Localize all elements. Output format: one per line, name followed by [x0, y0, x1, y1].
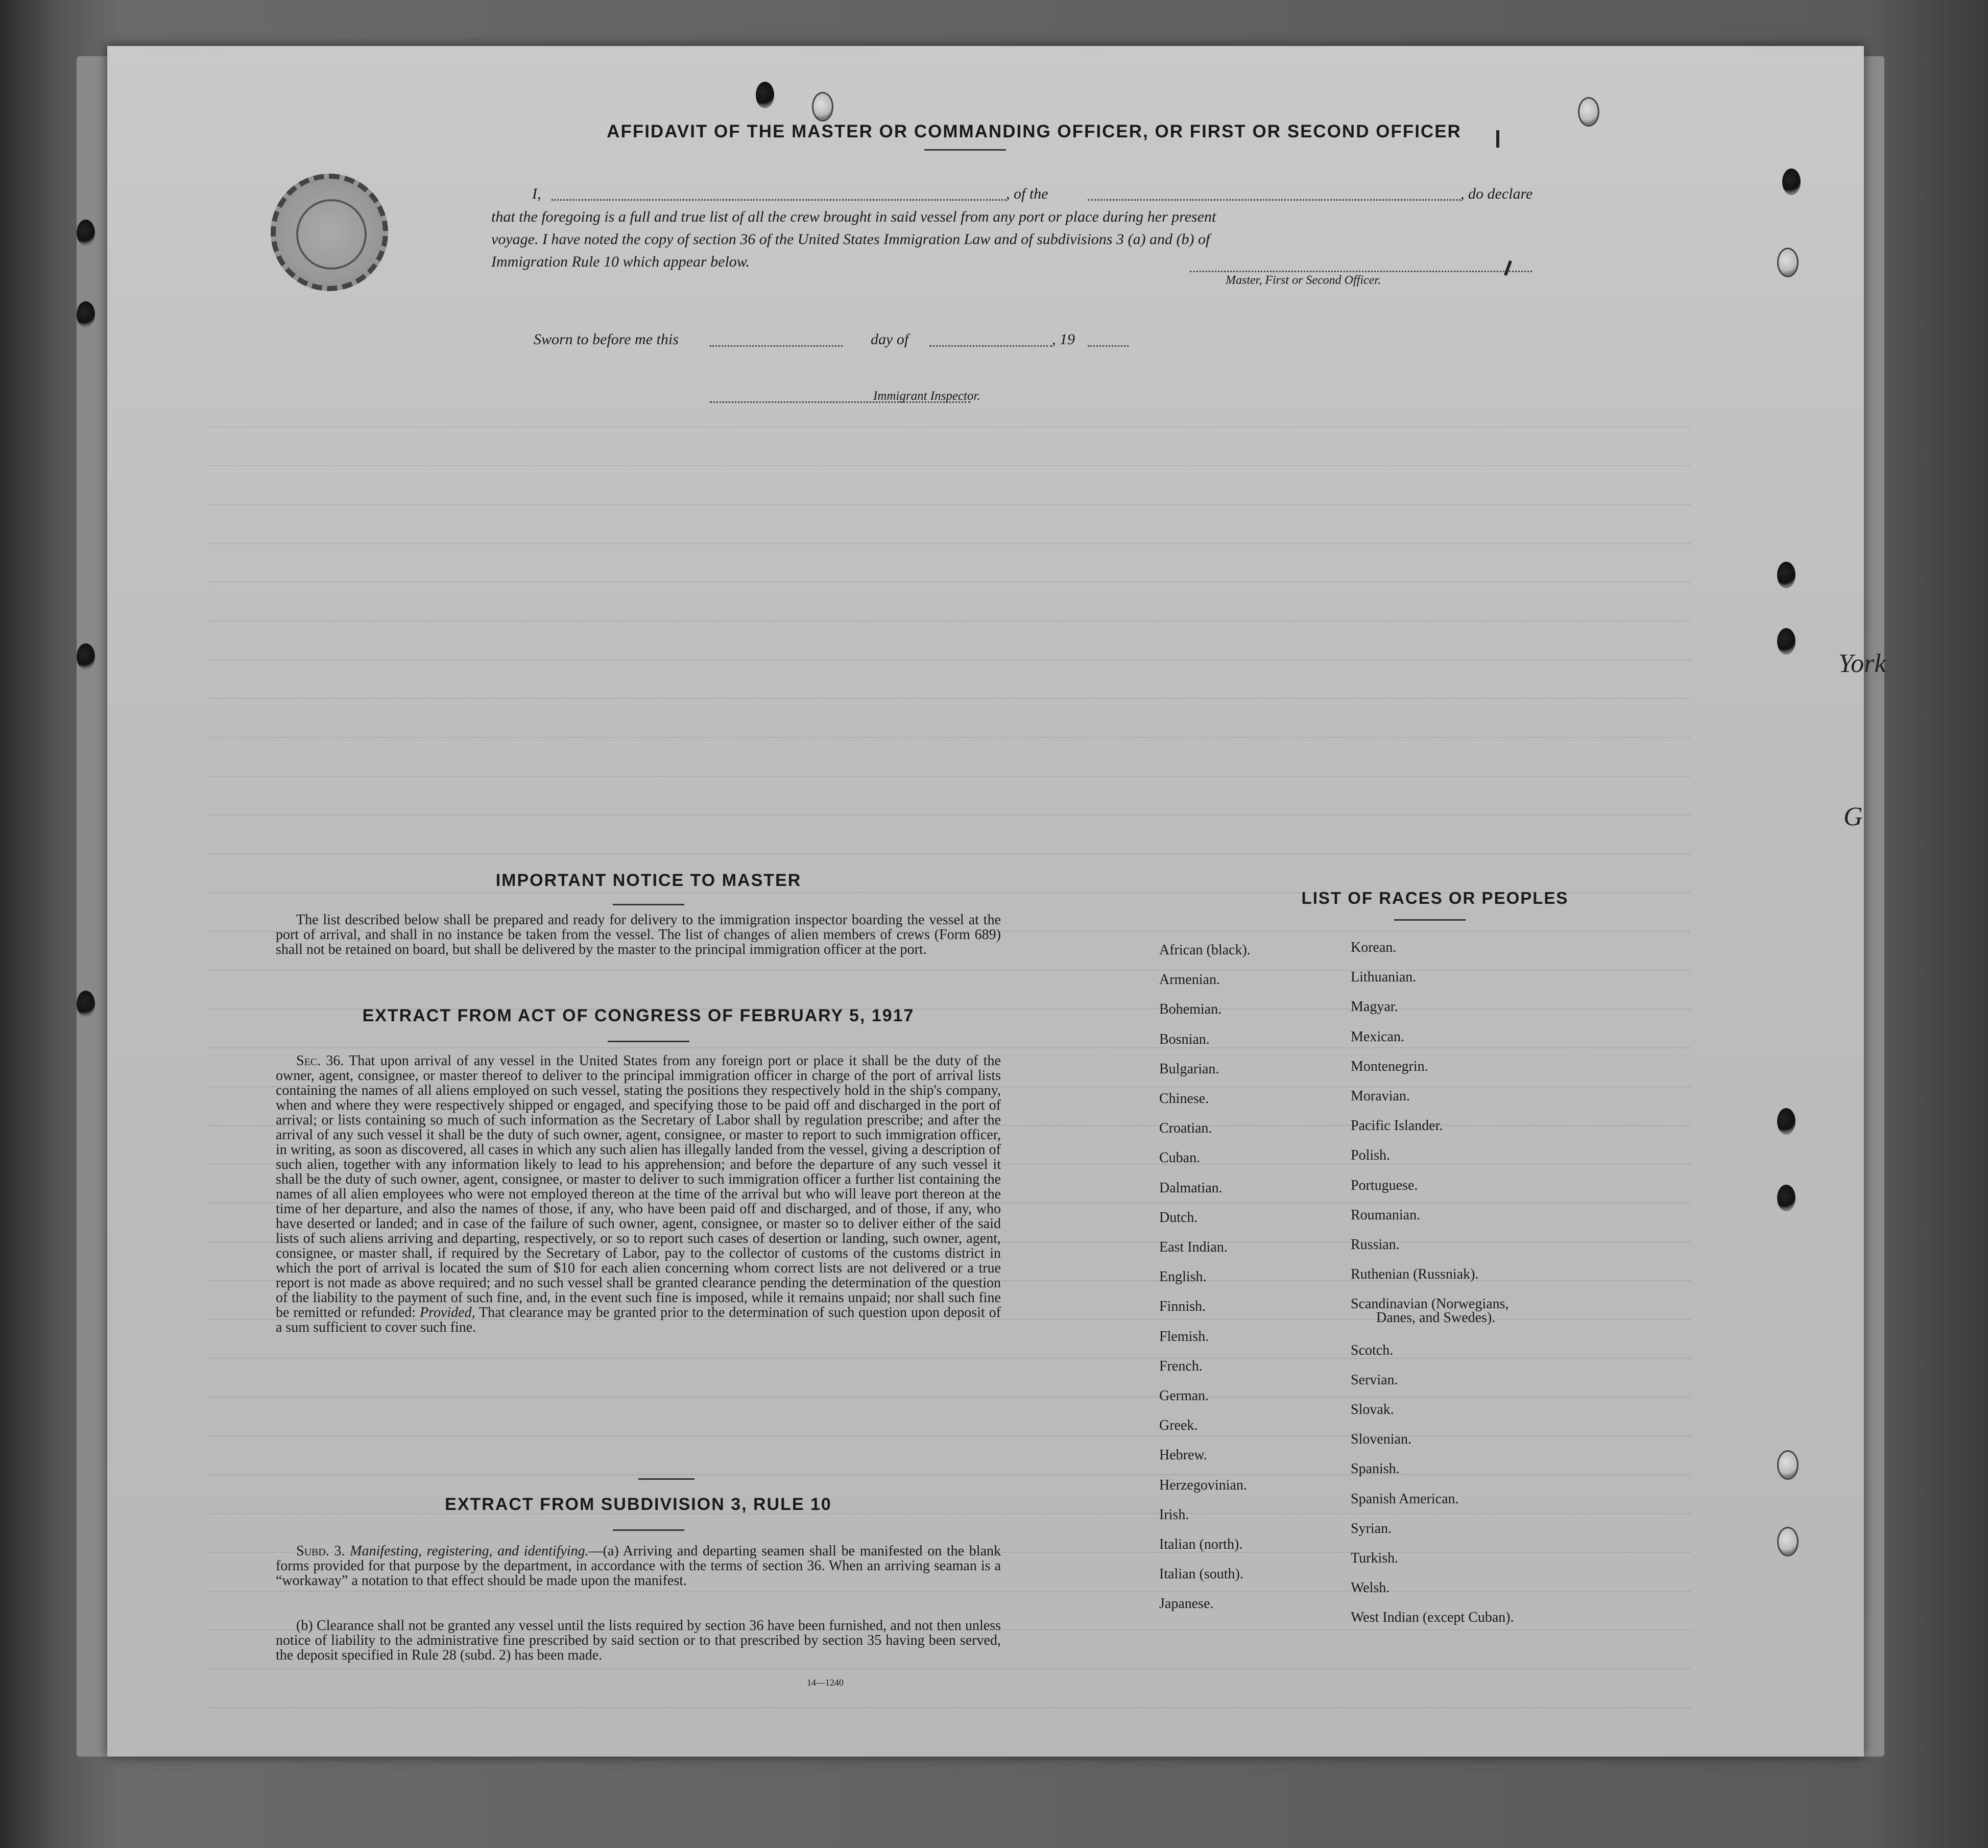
bleed-through-row — [209, 582, 1690, 592]
race-item: Chinese. — [1159, 1091, 1209, 1107]
race-item: Polish. — [1351, 1147, 1391, 1164]
punch-hole — [77, 301, 95, 328]
race-item: Korean. — [1351, 940, 1397, 955]
race-item: African (black). — [1159, 942, 1251, 958]
race-item: Italian (north). — [1159, 1537, 1243, 1552]
bleed-through-row — [209, 1358, 1690, 1368]
bleed-through-row — [209, 698, 1690, 708]
race-item: Flemish. — [1159, 1328, 1209, 1345]
sworn-year-blank — [1088, 345, 1129, 347]
name-blank — [552, 199, 1006, 201]
notice-rule — [613, 904, 684, 905]
bleed-through-row — [209, 1591, 1690, 1601]
race-item: Mexican. — [1351, 1028, 1404, 1045]
bleed-through-row — [209, 426, 1690, 437]
act-provided-label: Provided, — [420, 1305, 475, 1321]
punch-hole — [1578, 97, 1599, 127]
title-rule — [924, 149, 1006, 151]
sworn-day-blank — [710, 345, 843, 347]
affidavit-i-label: I, — [532, 185, 541, 202]
rule-subd-label: Subd. 3. — [296, 1543, 345, 1559]
sworn-text: Sworn to before me this — [534, 331, 679, 348]
bleed-through-row — [209, 776, 1690, 786]
race-item: Moravian. — [1351, 1088, 1410, 1104]
bleed-through-row — [209, 1474, 1690, 1484]
affidavit-line-3: voyage. I have noted the copy of section 36 of the United States Immigration Law and of subdivisions 3 (a) and (b) of — [491, 231, 1210, 248]
handwritten-mark: G — [1843, 802, 1863, 831]
race-item: English. — [1159, 1269, 1207, 1285]
race-item: French. — [1159, 1358, 1203, 1374]
act-body: That upon arrival of any vessel in the United States from any foreign port or place it shall be the duty of the owner, agent, consignee, or master thereof to deliver to the principal immigration officer in charge of the port of arrival lists containing the names of all aliens employed on such vessel, stating the positions they respectively hold in the ship's company, when and where they were respectively shipped or engaged, and specifying those to be paid off and discharged in the port of arrival; or lists containing so much of such information as the Secretary of Labor shall by regulation prescribe; and after the arrival of any such vessel it shall be the duty of such owner, agent, consignee, or master to report to such immigration officer, in writing, as soon as discovered, all cases in which any such alien has illegally landed from the vessel, giving a description of such alien, together with any information likely to lead to his apprehension; and before the departure of any such vessel it shall be the duty of such owner, agent, consignee, or master to deliver to such immigration officer a further list containing the names of all alien employees who were not employed thereon at the time of the arrival but who will leave port thereon at the time of her departure, and also the names of those, if any, who have been paid off and discharged, and of those, if any, who have deserted or landed; and in case of the failure of such owner, agent, consignee, or master so to deliver either of the said lists of such aliens arriving and departing, respectively, or so to report such cases of desertion or landing, such owner, agent, consignee, or master shall, if required by the Secretary of Labor, pay to the collector of customs of the customs district in which the port of arrival is located the sum of $10 for each alien concerning whom correct lists are not delivered or a true report is not made as above required; and no such vessel shall be granted clearance pending the determination of the question of the liability to the payment of such fine, and, in the event such fine is imposed, while it remains unpaid; nor shall such fine be remitted or refunded: — [276, 1053, 1001, 1321]
sworn-day-of: day of — [871, 331, 909, 348]
signature-blank — [1190, 271, 1532, 272]
act-end-rule — [638, 1478, 694, 1480]
race-item: Armenian. — [1159, 972, 1220, 988]
race-item: Hebrew. — [1159, 1447, 1207, 1463]
race-item: Montenegrin. — [1351, 1058, 1428, 1074]
affidavit-line-4: Immigration Rule 10 which appear below. — [491, 253, 750, 270]
race-item: Pacific Islander. — [1351, 1118, 1443, 1134]
punch-hole — [1782, 169, 1801, 195]
race-item: Turkish. — [1351, 1550, 1399, 1566]
vessel-blank — [1088, 199, 1460, 201]
rule-subd-heading: Manifesting, registering, and identifying. — [350, 1543, 589, 1559]
notice-title: IMPORTANT NOTICE TO MASTER — [495, 871, 802, 890]
punch-hole — [812, 92, 833, 122]
bleed-through-row — [209, 970, 1690, 980]
sworn-year: , 19 — [1052, 331, 1075, 348]
bleed-through-row — [209, 1513, 1690, 1523]
race-item: Lithuanian. — [1351, 969, 1417, 986]
punch-hole — [756, 82, 774, 108]
sworn-month-blank — [929, 345, 1052, 347]
affidavit-line-2: that the foregoing is a full and true list of all the crew brought in said vessel from any port or place during her present — [491, 208, 1216, 225]
race-item: Scandinavian (Norwegians, — [1351, 1296, 1509, 1312]
bleed-through-row — [209, 1668, 1690, 1678]
bleed-through-row — [209, 465, 1690, 475]
race-item: Scotch. — [1351, 1342, 1394, 1358]
bleed-through-row — [209, 737, 1690, 747]
race-item: German. — [1159, 1388, 1209, 1404]
race-item: Finnish. — [1159, 1299, 1206, 1315]
bleed-through-row — [209, 1707, 1690, 1717]
rule-para-b: (b) Clearance shall not be granted any vessel until the lists required by section 36 have been furnished, and not then unless notice of liability to the administrative fine prescribed by said section or to that prescribed by section 35 having been served, the deposit specified in Rule 28 (subd. 2) has been made. — [276, 1618, 1001, 1663]
race-item: Russian. — [1351, 1237, 1400, 1253]
bleed-through-row — [209, 853, 1690, 863]
bleed-through-row — [209, 814, 1690, 825]
punch-hole — [1777, 628, 1795, 655]
race-item: Ruthenian (Russniak). — [1351, 1266, 1479, 1283]
race-item: Cuban. — [1159, 1150, 1201, 1166]
race-item: Spanish. — [1351, 1461, 1400, 1477]
bleed-through-row — [209, 504, 1690, 514]
archive-seal — [271, 174, 388, 291]
bleed-through-row — [209, 543, 1690, 553]
race-item: Dalmatian. — [1159, 1180, 1223, 1196]
race-item: Irish. — [1159, 1506, 1189, 1523]
race-item: Italian (south). — [1159, 1566, 1243, 1582]
race-item: Slovenian. — [1351, 1431, 1411, 1448]
punch-hole — [77, 220, 95, 246]
form-number: 14—1240 — [807, 1677, 844, 1688]
race-item: Portuguese. — [1351, 1177, 1418, 1193]
affidavit-title: AFFIDAVIT OF THE MASTER OR COMMANDING OFFICER, OR FIRST OR SECOND OFFICER — [607, 122, 1462, 141]
rule-para-a-text: —(a) Arriving and departing seamen shall be manifested on the blank forms provided for that purpose by the department, in accordance with the terms of section 36. When an arriving seaman is a “workaway” a notation to that effect should be made upon the manifest. — [276, 1543, 1001, 1589]
handwritten-note: York — [1838, 649, 1886, 678]
race-item: Servian. — [1351, 1372, 1398, 1388]
race-item: Bulgarian. — [1159, 1061, 1219, 1077]
bleed-through-row — [209, 1397, 1690, 1407]
race-item: Dutch. — [1159, 1209, 1198, 1226]
race-item: West Indian (except Cuban). — [1351, 1610, 1514, 1626]
race-item: Herzegovinian. — [1159, 1477, 1247, 1493]
act-provided-text: That clearance may be granted prior to the determination of such question upon deposit of a sum sufficient to cover such fine. — [276, 1305, 1001, 1335]
bleed-through-row — [209, 659, 1690, 669]
race-item: Greek. — [1159, 1418, 1198, 1434]
bleed-through-row — [209, 620, 1690, 631]
act-rule — [608, 1041, 689, 1042]
act-text — [276, 1053, 1001, 1335]
race-item: Slovak. — [1351, 1402, 1394, 1418]
races-title: LIST OF RACES OR PEOPLES — [1301, 889, 1569, 907]
affidavit-do-declare: , do declare — [1460, 185, 1533, 202]
inspector-caption: Immigrant Inspector. — [873, 389, 980, 403]
race-item: Japanese. — [1159, 1596, 1214, 1612]
pencil-tick — [1496, 130, 1499, 148]
affidavit-of-the: , of the — [1006, 185, 1048, 202]
act-title: EXTRACT FROM ACT OF CONGRESS OF FEBRUARY 5, 1917 — [362, 1006, 915, 1025]
race-item: Danes, and Swedes). — [1376, 1309, 1496, 1326]
race-item: Welsh. — [1351, 1580, 1390, 1596]
punch-hole — [77, 991, 95, 1017]
punch-hole — [1777, 1527, 1799, 1556]
race-item: Spanish American. — [1351, 1491, 1459, 1507]
race-item: Magyar. — [1351, 999, 1398, 1015]
bleed-through-row — [209, 1435, 1690, 1446]
document-page — [107, 46, 1864, 1757]
race-item: Bosnian. — [1159, 1031, 1210, 1047]
punch-hole — [1777, 1185, 1795, 1211]
rule-title: EXTRACT FROM SUBDIVISION 3, RULE 10 — [445, 1495, 832, 1514]
rule-rule — [613, 1529, 684, 1531]
race-item: Roumanian. — [1351, 1207, 1421, 1223]
notice-text: The list described below shall be prepared and ready for delivery to the immigration inspector boarding the vessel at the port of arrival, and shall in no instance be taken from the vessel. The list of changes of alien members of crews (Form 689) shall not be retained on board, but shall be delivered by the master to the principal immigration officer at the port. — [276, 912, 1001, 957]
act-sec-label: Sec. 36. — [296, 1053, 344, 1069]
punch-hole — [1777, 1450, 1799, 1480]
race-item: East Indian. — [1159, 1239, 1228, 1255]
punch-hole — [1777, 562, 1795, 588]
signature-caption: Master, First or Second Officer. — [1226, 274, 1381, 287]
race-item: Croatian. — [1159, 1120, 1212, 1137]
race-item: Bohemian. — [1159, 1001, 1222, 1018]
pencil-tick — [1504, 260, 1512, 276]
punch-hole — [1777, 1108, 1795, 1135]
race-item: Syrian. — [1351, 1520, 1392, 1537]
punch-hole — [77, 643, 95, 670]
punch-hole — [1777, 248, 1799, 277]
races-rule — [1394, 919, 1466, 921]
rule-para-a — [276, 1544, 1001, 1588]
